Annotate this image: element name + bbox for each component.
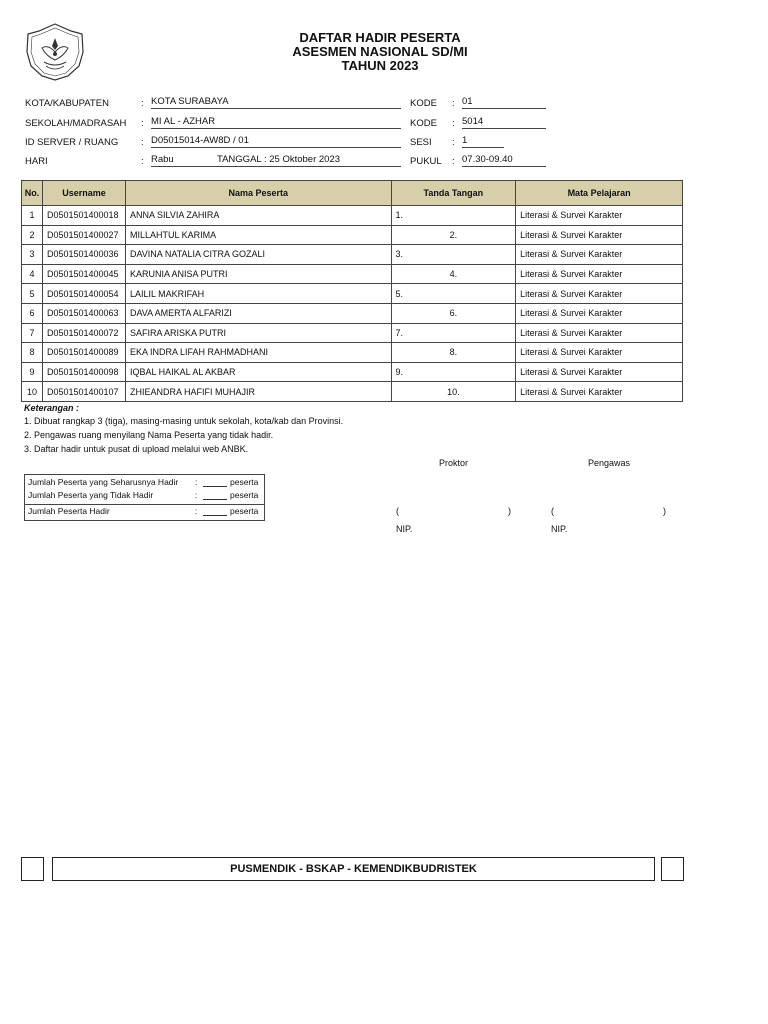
header-username: Username [42,181,125,206]
cell-signature: 7. [391,323,516,343]
count-label: Jumlah Peserta yang Seharusnya Hadir [28,477,179,487]
kode-sekolah-value: 5014 [462,116,546,129]
cell-username: D0501501400054 [42,284,125,304]
footer-right-box [661,857,684,881]
cell-no: 2 [22,225,43,245]
table-row [22,323,683,343]
cell-no: 9 [22,362,43,382]
server-colon: : [141,137,144,148]
count-unit: peserta [230,490,259,500]
cell-mapel: Literasi & Survei Karakter [516,343,683,363]
kode-kota-value: 01 [462,96,546,109]
cell-signature: 8. [391,343,516,363]
count-colon: : [195,477,198,487]
footer-left-box [21,857,44,881]
note-item: 2. Pengawas ruang menyilang Nama Peserta yang tidak hadir. [24,430,274,440]
cell-signature: 9. [391,362,516,382]
sesi-label: SESI [410,137,432,148]
cell-username: D0501501400018 [42,206,125,226]
notes-title: Keterangan : [24,403,80,413]
cell-mapel: Literasi & Survei Karakter [516,382,683,402]
cell-signature: 5. [391,284,516,304]
cell-nama: DAVINA NATALIA CITRA GOZALI [125,245,391,265]
cell-mapel: Literasi & Survei Karakter [516,362,683,382]
sesi-colon: : [452,137,455,148]
count-label: Jumlah Peserta Hadir [28,506,110,516]
table-row [22,343,683,363]
cell-no: 7 [22,323,43,343]
pukul-colon: : [452,156,455,167]
sekolah-value: MI AL - AZHAR [151,116,401,129]
table-row [22,245,683,265]
tanggal-value: TANGGAL : 25 Oktober 2023 [217,154,401,167]
cell-username: D0501501400107 [42,382,125,402]
header-mata-pelajaran: Mata Pelajaran [516,181,683,206]
count-row-hadir [25,504,264,518]
pengawas-name-open: ( [551,506,554,516]
cell-no: 1 [22,206,43,226]
count-colon: : [195,490,198,500]
header-no: No. [22,181,43,206]
count-colon: : [195,506,198,516]
count-blank [203,506,227,516]
cell-mapel: Literasi & Survei Karakter [516,225,683,245]
header-nama-peserta: Nama Peserta [125,181,391,206]
cell-mapel: Literasi & Survei Karakter [516,264,683,284]
count-unit: peserta [230,477,259,487]
cell-username: D0501501400089 [42,343,125,363]
table-row [22,382,683,402]
cell-nama: MILLAHTUL KARIMA [125,225,391,245]
sesi-value: 1 [462,135,504,148]
pukul-label: PUKUL [410,156,442,167]
count-row-tidak-hadir [25,488,264,502]
count-unit: peserta [230,506,259,516]
cell-username: D0501501400072 [42,323,125,343]
note-item: 1. Dibuat rangkap 3 (tiga), masing-masing untuk sekolah, kota/kab dan Provinsi. [24,416,344,426]
cell-mapel: Literasi & Survei Karakter [516,303,683,323]
kota-label: KOTA/KABUPATEN [25,98,109,109]
server-label: ID SERVER / RUANG [25,137,119,148]
footer-institution: PUSMENDIK - BSKAP - KEMENDIKBUDRISTEK [52,857,655,881]
table-row [22,264,683,284]
cell-no: 5 [22,284,43,304]
cell-username: D0501501400036 [42,245,125,265]
kode-sekolah-colon: : [452,118,455,129]
kota-value: KOTA SURABAYA [151,96,401,109]
cell-signature: 3. [391,245,516,265]
kode-kota-label: KODE [410,98,437,109]
sekolah-label: SEKOLAH/MADRASAH [25,118,127,129]
table-row [22,206,683,226]
pukul-value: 07.30-09.40 [462,154,546,167]
cell-no: 10 [22,382,43,402]
header-tanda-tangan: Tanda Tangan [391,181,516,206]
participant-count-box [24,474,265,521]
cell-nama: KARUNIA ANISA PUTRI [125,264,391,284]
count-label: Jumlah Peserta yang Tidak Hadir [28,490,154,500]
note-item: 3. Daftar hadir untuk pusat di upload melalui web ANBK. [24,444,249,454]
document-subtitle: ASESMEN NASIONAL SD/MI [292,44,468,59]
cell-signature: 2. [391,225,516,245]
cell-mapel: Literasi & Survei Karakter [516,245,683,265]
kode-kota-colon: : [452,98,455,109]
proktor-nip-label: NIP. [396,524,413,534]
server-value: D05015014-AW8D / 01 [151,135,401,148]
kota-colon: : [141,98,144,109]
tut-wuri-handayani-logo [22,22,88,82]
table-row [22,362,683,382]
cell-nama: ZHIEANDRA HAFIFI MUHAJIR [125,382,391,402]
table-header-row [22,181,683,206]
cell-nama: LAILIL MAKRIFAH [125,284,391,304]
cell-mapel: Literasi & Survei Karakter [516,206,683,226]
cell-no: 4 [22,264,43,284]
cell-signature: 10. [391,382,516,402]
cell-username: D0501501400045 [42,264,125,284]
cell-nama: ANNA SILVIA ZAHIRA [125,206,391,226]
hari-colon: : [141,156,144,167]
cell-nama: IQBAL HAIKAL AL AKBAR [125,362,391,382]
cell-signature: 4. [391,264,516,284]
cell-nama: DAVA AMERTA ALFARIZI [125,303,391,323]
pengawas-name-close: ) [663,506,666,516]
cell-mapel: Literasi & Survei Karakter [516,284,683,304]
hari-value: Rabu [151,154,217,167]
proktor-label: Proktor [439,458,469,468]
kode-sekolah-label: KODE [410,118,437,129]
count-blank [203,477,227,487]
hari-label: HARI [25,156,48,167]
cell-no: 6 [22,303,43,323]
pengawas-nip-label: NIP. [551,524,568,534]
cell-username: D0501501400098 [42,362,125,382]
table-row [22,284,683,304]
cell-no: 8 [22,343,43,363]
proktor-name-open: ( [396,506,399,516]
cell-mapel: Literasi & Survei Karakter [516,323,683,343]
proktor-name-close: ) [508,506,511,516]
cell-username: D0501501400027 [42,225,125,245]
cell-nama: EKA INDRA LIFAH RAHMADHANI [125,343,391,363]
count-row-seharusnya [25,475,264,489]
attendance-table [21,180,683,402]
cell-no: 3 [22,245,43,265]
document-year: TAHUN 2023 [341,58,419,73]
cell-username: D0501501400063 [42,303,125,323]
cell-signature: 1. [391,206,516,226]
pengawas-label: Pengawas [588,458,631,468]
cell-nama: SAFIRA ARISKA PUTRI [125,323,391,343]
sekolah-colon: : [141,118,144,129]
document-title: DAFTAR HADIR PESERTA [299,30,461,45]
count-blank [203,490,227,500]
table-row [22,303,683,323]
table-row [22,225,683,245]
cell-signature: 6. [391,303,516,323]
